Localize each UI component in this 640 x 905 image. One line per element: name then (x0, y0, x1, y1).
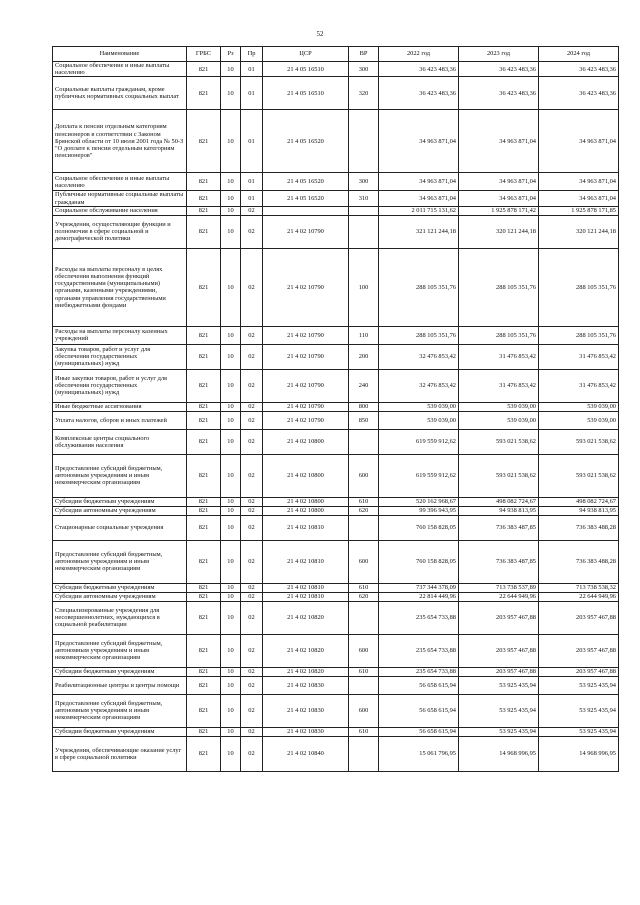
row-2024: 203 957 467,88 (539, 634, 619, 667)
row-grbs: 821 (187, 62, 221, 77)
row-csr: 21 4 02 10840 (263, 736, 349, 771)
table-row (53, 429, 619, 454)
row-rz: 10 (221, 667, 241, 676)
row-2022: 32 476 853,42 (379, 344, 459, 369)
row-2023: 498 082 724,67 (459, 497, 539, 506)
row-name: Иные закупки товаров, работ и услуг для обеспечения государственных (муниципальных) нужд (53, 369, 187, 402)
row-grbs: 821 (187, 206, 221, 215)
table-row (53, 540, 619, 583)
header-2022: 2022 год (379, 47, 459, 62)
row-2022: 539 039,00 (379, 402, 459, 411)
row-vr: 620 (349, 592, 379, 601)
table-row (53, 206, 619, 215)
row-name: Субсидии бюджетным учреждениям (53, 727, 187, 736)
row-2022: 619 559 912,62 (379, 454, 459, 497)
row-grbs: 821 (187, 583, 221, 592)
row-2023: 288 105 351,76 (459, 326, 539, 344)
table-row (53, 344, 619, 369)
row-name: Субсидии бюджетным учреждениям (53, 497, 187, 506)
row-vr (349, 110, 379, 173)
row-grbs: 821 (187, 173, 221, 191)
row-pr: 02 (241, 667, 263, 676)
row-vr (349, 206, 379, 215)
row-2024: 203 957 467,88 (539, 601, 619, 634)
row-grbs: 821 (187, 676, 221, 694)
row-pr: 02 (241, 583, 263, 592)
row-rz: 10 (221, 326, 241, 344)
row-grbs: 821 (187, 191, 221, 206)
table-row (53, 411, 619, 429)
row-vr: 600 (349, 540, 379, 583)
row-2023: 593 021 538,62 (459, 429, 539, 454)
row-csr: 21 4 02 10830 (263, 694, 349, 727)
row-csr: 21 4 05 16510 (263, 77, 349, 110)
row-pr: 02 (241, 540, 263, 583)
row-rz: 10 (221, 540, 241, 583)
row-csr: 21 4 02 10810 (263, 583, 349, 592)
row-2023: 203 957 467,88 (459, 634, 539, 667)
row-pr: 01 (241, 62, 263, 77)
row-csr: 21 4 02 10800 (263, 497, 349, 506)
row-2024: 593 021 538,62 (539, 429, 619, 454)
table-row (53, 727, 619, 736)
row-grbs: 821 (187, 727, 221, 736)
row-2023: 53 925 435,94 (459, 676, 539, 694)
row-vr (349, 601, 379, 634)
row-2024: 593 021 538,62 (539, 454, 619, 497)
row-vr: 620 (349, 506, 379, 515)
row-rz: 10 (221, 515, 241, 540)
row-2024: 320 121 244,18 (539, 215, 619, 248)
row-2023: 22 644 949,96 (459, 592, 539, 601)
row-grbs: 821 (187, 497, 221, 506)
row-name: Специализированные учреждения для несовершеннолетних, нуждающихся в социальной реабилитации (53, 601, 187, 634)
row-vr (349, 215, 379, 248)
row-rz: 10 (221, 601, 241, 634)
row-pr: 02 (241, 248, 263, 326)
row-rz: 10 (221, 429, 241, 454)
row-grbs: 821 (187, 344, 221, 369)
row-name: Предоставление субсидий бюджетным, автономным учреждениям и иным некоммерческим организациям (53, 634, 187, 667)
table-row (53, 497, 619, 506)
row-csr: 21 4 02 10790 (263, 344, 349, 369)
row-name: Закупка товаров, работ и услуг для обеспечения государственных (муниципальных) нужд (53, 344, 187, 369)
table-row (53, 583, 619, 592)
row-rz: 10 (221, 369, 241, 402)
row-rz: 10 (221, 206, 241, 215)
row-name: Расходы на выплаты персоналу в целях обеспечения выполнения функций государственными (муниципальными) органами, казенными учреждениями, органами управления государственными внебюджетными фондами (53, 248, 187, 326)
row-grbs: 821 (187, 506, 221, 515)
row-2024: 288 105 351,76 (539, 248, 619, 326)
row-rz: 10 (221, 344, 241, 369)
row-pr: 02 (241, 694, 263, 727)
row-csr: 21 4 02 10800 (263, 429, 349, 454)
row-rz: 10 (221, 62, 241, 77)
row-name: Расходы на выплаты персоналу казенных учреждений (53, 326, 187, 344)
table-row (53, 592, 619, 601)
row-grbs: 821 (187, 429, 221, 454)
row-rz: 10 (221, 583, 241, 592)
row-pr: 02 (241, 592, 263, 601)
row-csr: 21 4 02 10790 (263, 369, 349, 402)
row-2024: 203 957 467,88 (539, 667, 619, 676)
row-pr: 02 (241, 497, 263, 506)
row-2023: 203 957 467,88 (459, 601, 539, 634)
row-2023: 31 476 853,42 (459, 369, 539, 402)
row-csr: 21 4 02 10830 (263, 727, 349, 736)
row-grbs: 821 (187, 326, 221, 344)
header-2023: 2023 год (459, 47, 539, 62)
row-2023: 34 963 871,04 (459, 110, 539, 173)
row-2023: 1 925 878 171,42 (459, 206, 539, 215)
table-row (53, 676, 619, 694)
row-csr: 21 4 05 16510 (263, 62, 349, 77)
row-vr (349, 429, 379, 454)
table-row (53, 694, 619, 727)
row-2023: 539 039,00 (459, 402, 539, 411)
row-rz: 10 (221, 676, 241, 694)
row-grbs: 821 (187, 454, 221, 497)
row-2023: 34 963 871,04 (459, 173, 539, 191)
row-2023: 36 423 483,36 (459, 62, 539, 77)
row-vr: 600 (349, 454, 379, 497)
row-2022: 56 658 615,94 (379, 694, 459, 727)
row-grbs: 821 (187, 736, 221, 771)
row-csr: 21 4 02 10820 (263, 667, 349, 676)
row-rz: 10 (221, 592, 241, 601)
row-2024: 1 925 878 171,85 (539, 206, 619, 215)
row-name: Субсидии бюджетным учреждениям (53, 667, 187, 676)
row-rz: 10 (221, 454, 241, 497)
row-grbs: 821 (187, 215, 221, 248)
row-grbs: 821 (187, 110, 221, 173)
row-name: Социальное обеспечение и иные выплаты населению (53, 62, 187, 77)
row-vr: 600 (349, 694, 379, 727)
row-pr: 02 (241, 736, 263, 771)
row-vr: 610 (349, 667, 379, 676)
table-row (53, 454, 619, 497)
row-csr: 21 4 02 10790 (263, 402, 349, 411)
row-name: Субсидии автономным учреждениям (53, 506, 187, 515)
row-rz: 10 (221, 191, 241, 206)
row-pr: 02 (241, 411, 263, 429)
row-2024: 31 476 853,42 (539, 369, 619, 402)
row-rz: 10 (221, 694, 241, 727)
header-rz: Рз (221, 47, 241, 62)
table-row (53, 110, 619, 173)
row-csr: 21 4 02 10790 (263, 326, 349, 344)
row-2024: 539 039,00 (539, 411, 619, 429)
row-2024: 34 963 871,04 (539, 173, 619, 191)
table-row (53, 326, 619, 344)
row-rz: 10 (221, 736, 241, 771)
row-vr: 100 (349, 248, 379, 326)
row-csr: 21 4 02 10810 (263, 515, 349, 540)
row-rz: 10 (221, 506, 241, 515)
row-2022: 737 344 378,09 (379, 583, 459, 592)
row-name: Социальные выплаты гражданам, кроме публичных нормативных социальных выплат (53, 77, 187, 110)
row-2022: 288 105 351,76 (379, 248, 459, 326)
row-2022: 539 039,00 (379, 411, 459, 429)
row-grbs: 821 (187, 667, 221, 676)
row-2023: 36 423 483,36 (459, 77, 539, 110)
row-pr: 02 (241, 206, 263, 215)
row-pr: 02 (241, 676, 263, 694)
row-name: Реабилитационные центры и центры помощи (53, 676, 187, 694)
row-2022: 760 158 828,05 (379, 515, 459, 540)
row-pr: 01 (241, 77, 263, 110)
row-pr: 02 (241, 601, 263, 634)
row-rz: 10 (221, 77, 241, 110)
row-name: Комплексные центры социального обслуживания населения (53, 429, 187, 454)
row-2023: 31 476 853,42 (459, 344, 539, 369)
row-vr: 200 (349, 344, 379, 369)
row-vr: 610 (349, 727, 379, 736)
row-vr: 320 (349, 77, 379, 110)
row-vr: 800 (349, 402, 379, 411)
table-row (53, 634, 619, 667)
row-csr: 21 4 02 10830 (263, 676, 349, 694)
row-rz: 10 (221, 497, 241, 506)
row-rz: 10 (221, 110, 241, 173)
row-vr (349, 676, 379, 694)
row-name: Учреждения, осуществляющие функции и полномочия в сфере социальной и демографической политики (53, 215, 187, 248)
row-2022: 36 423 483,36 (379, 77, 459, 110)
row-vr: 610 (349, 583, 379, 592)
row-vr (349, 736, 379, 771)
table-row (53, 402, 619, 411)
header-csr: ЦСР (263, 47, 349, 62)
row-2023: 736 383 487,85 (459, 515, 539, 540)
row-name: Публичные нормативные социальные выплаты гражданам (53, 191, 187, 206)
row-2023: 34 963 871,04 (459, 191, 539, 206)
table-row (53, 369, 619, 402)
row-rz: 10 (221, 402, 241, 411)
header-name: Наименование (53, 47, 187, 62)
row-2023: 14 968 996,95 (459, 736, 539, 771)
table-row (53, 601, 619, 634)
row-2022: 15 061 796,95 (379, 736, 459, 771)
row-csr: 21 4 02 10790 (263, 248, 349, 326)
row-name: Стационарные социальные учреждения (53, 515, 187, 540)
table-row (53, 736, 619, 771)
header-vr: ВР (349, 47, 379, 62)
row-pr: 02 (241, 727, 263, 736)
row-csr: 21 4 05 16520 (263, 173, 349, 191)
row-grbs: 821 (187, 411, 221, 429)
row-2022: 36 423 483,36 (379, 62, 459, 77)
row-2022: 520 162 968,67 (379, 497, 459, 506)
table-header-row (53, 47, 619, 62)
row-pr: 01 (241, 110, 263, 173)
row-2024: 53 925 435,94 (539, 727, 619, 736)
row-csr: 21 4 02 10810 (263, 592, 349, 601)
row-2022: 235 654 733,88 (379, 634, 459, 667)
row-rz: 10 (221, 248, 241, 326)
row-2022: 34 963 871,04 (379, 173, 459, 191)
row-name: Субсидии бюджетным учреждениям (53, 583, 187, 592)
row-vr: 300 (349, 62, 379, 77)
row-2022: 235 654 733,88 (379, 667, 459, 676)
row-grbs: 821 (187, 694, 221, 727)
row-grbs: 821 (187, 369, 221, 402)
row-2023: 53 925 435,94 (459, 694, 539, 727)
row-rz: 10 (221, 215, 241, 248)
row-pr: 01 (241, 173, 263, 191)
row-rz: 10 (221, 411, 241, 429)
row-pr: 02 (241, 369, 263, 402)
table-row (53, 62, 619, 77)
row-2022: 288 105 351,76 (379, 326, 459, 344)
row-pr: 02 (241, 344, 263, 369)
row-2024: 539 039,00 (539, 402, 619, 411)
row-2024: 31 476 853,42 (539, 344, 619, 369)
row-csr: 21 4 05 16520 (263, 191, 349, 206)
row-grbs: 821 (187, 592, 221, 601)
budget-table (52, 46, 619, 772)
table-row (53, 248, 619, 326)
table-row (53, 215, 619, 248)
row-name: Доплата к пенсии отдельным категориям пенсионеров в соответствии с Законом Брянской области от 10 июля 2001 года № 50-З "О доплате к пенсии отдельным категориям пенсионеров" (53, 110, 187, 173)
row-name: Учреждения, обеспечивающие оказание услуг в сфере социальной политики (53, 736, 187, 771)
row-pr: 02 (241, 215, 263, 248)
row-pr: 02 (241, 515, 263, 540)
row-2023: 94 938 813,95 (459, 506, 539, 515)
row-2024: 713 738 538,32 (539, 583, 619, 592)
row-rz: 10 (221, 634, 241, 667)
row-csr: 21 4 02 10800 (263, 506, 349, 515)
row-2023: 736 383 487,85 (459, 540, 539, 583)
row-vr: 850 (349, 411, 379, 429)
row-2022: 321 121 244,18 (379, 215, 459, 248)
row-grbs: 821 (187, 248, 221, 326)
row-pr: 01 (241, 191, 263, 206)
row-name: Субсидии автономным учреждениям (53, 592, 187, 601)
row-csr: 21 4 02 10820 (263, 601, 349, 634)
row-vr (349, 515, 379, 540)
row-2023: 539 039,00 (459, 411, 539, 429)
row-csr: 21 4 02 10800 (263, 454, 349, 497)
header-2024: 2024 год (539, 47, 619, 62)
row-grbs: 821 (187, 402, 221, 411)
row-2024: 36 423 483,36 (539, 62, 619, 77)
table-row (53, 173, 619, 191)
row-pr: 02 (241, 429, 263, 454)
row-csr: 21 4 02 10790 (263, 411, 349, 429)
row-2022: 32 476 853,42 (379, 369, 459, 402)
row-name: Предоставление субсидий бюджетным, автономным учреждениям и иным некоммерческим организациям (53, 540, 187, 583)
row-vr: 310 (349, 191, 379, 206)
row-2022: 760 158 828,05 (379, 540, 459, 583)
row-pr: 02 (241, 454, 263, 497)
row-2023: 288 105 351,76 (459, 248, 539, 326)
row-csr: 21 4 02 10790 (263, 215, 349, 248)
row-grbs: 821 (187, 601, 221, 634)
row-pr: 02 (241, 634, 263, 667)
table-row (53, 191, 619, 206)
table-row (53, 506, 619, 515)
row-csr: 21 4 02 10810 (263, 540, 349, 583)
row-2023: 53 925 435,94 (459, 727, 539, 736)
row-vr: 300 (349, 173, 379, 191)
row-2022: 56 658 615,94 (379, 727, 459, 736)
row-2024: 53 925 435,94 (539, 676, 619, 694)
table-row (53, 667, 619, 676)
row-2023: 320 121 244,18 (459, 215, 539, 248)
row-name: Уплата налогов, сборов и иных платежей (53, 411, 187, 429)
row-vr: 240 (349, 369, 379, 402)
row-2024: 53 925 435,94 (539, 694, 619, 727)
row-2022: 34 963 871,04 (379, 110, 459, 173)
row-name: Социальное обслуживание населения (53, 206, 187, 215)
row-grbs: 821 (187, 77, 221, 110)
table-row (53, 77, 619, 110)
row-2024: 94 938 813,95 (539, 506, 619, 515)
row-2022: 619 559 912,62 (379, 429, 459, 454)
row-2022: 56 658 615,94 (379, 676, 459, 694)
row-2022: 99 396 943,95 (379, 506, 459, 515)
row-2024: 736 383 488,28 (539, 515, 619, 540)
row-2024: 288 105 351,76 (539, 326, 619, 344)
row-vr: 610 (349, 497, 379, 506)
row-2024: 498 082 724,67 (539, 497, 619, 506)
row-2024: 36 423 483,36 (539, 77, 619, 110)
row-csr: 21 4 02 10820 (263, 634, 349, 667)
row-pr: 02 (241, 506, 263, 515)
row-csr: 21 4 05 16520 (263, 110, 349, 173)
table-row (53, 515, 619, 540)
row-rz: 10 (221, 173, 241, 191)
row-vr: 110 (349, 326, 379, 344)
row-2023: 713 738 537,89 (459, 583, 539, 592)
row-pr: 02 (241, 402, 263, 411)
row-2024: 34 963 871,04 (539, 191, 619, 206)
row-2024: 34 963 871,04 (539, 110, 619, 173)
row-pr: 02 (241, 326, 263, 344)
row-vr: 600 (349, 634, 379, 667)
header-pr: Пр (241, 47, 263, 62)
row-grbs: 821 (187, 515, 221, 540)
row-2023: 593 021 538,62 (459, 454, 539, 497)
row-2024: 22 644 949,96 (539, 592, 619, 601)
row-name: Иные бюджетные ассигнования (53, 402, 187, 411)
row-2024: 736 383 488,28 (539, 540, 619, 583)
row-2022: 22 814 449,96 (379, 592, 459, 601)
page-number: 52 (316, 30, 324, 38)
row-2023: 203 957 467,88 (459, 667, 539, 676)
row-name: Предоставление субсидий бюджетным, автономным учреждениям и иным некоммерческим организациям (53, 454, 187, 497)
row-2024: 14 968 996,95 (539, 736, 619, 771)
row-2022: 34 963 871,04 (379, 191, 459, 206)
row-rz: 10 (221, 727, 241, 736)
row-grbs: 821 (187, 634, 221, 667)
header-grbs: ГРБС (187, 47, 221, 62)
row-2022: 235 654 733,88 (379, 601, 459, 634)
row-name: Предоставление субсидий бюджетным, автономным учреждениям и иным некоммерческим организациям (53, 694, 187, 727)
row-2022: 2 011 715 131,62 (379, 206, 459, 215)
row-name: Социальное обеспечение и иные выплаты населению (53, 173, 187, 191)
row-csr (263, 206, 349, 215)
row-grbs: 821 (187, 540, 221, 583)
